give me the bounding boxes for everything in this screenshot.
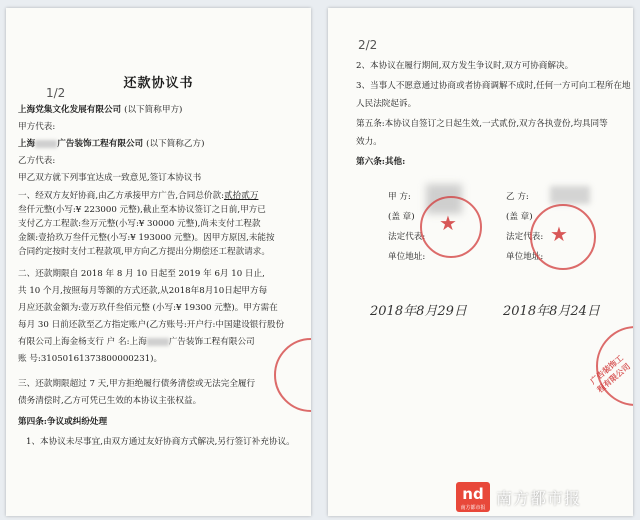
party-b-suffix: 广告装饰工程有限公司 [57,139,144,149]
redacted-blur [35,140,57,148]
company-seal-partial [274,338,311,412]
article4-heading: 第四条:争议或纠纷处理 [18,417,108,427]
article3-line: 债务清偿时,乙方可凭已生效的本协议主张权益。 [18,396,202,406]
redacted-blur [147,338,169,346]
article2-line: 二、还款期限自 2018 年 8 月 10 日起至 2019 年 6月 10 日止, [18,269,265,279]
sig-a-rep: 法定代表: [388,232,426,242]
article3-line: 三、还款期限超过 7 天,甲方拒绝履行债务清偿或无法完全履行 [18,379,256,389]
signing-date-b: 2018年8月24日 [503,304,600,319]
article2-line: 账 号:31050161373800000231)。 [18,354,163,364]
sig-a-seal: (盖 章) [388,212,415,222]
article2-line: 每月 30 日前还款至乙方指定账户(乙方账号:开户行:中国建设银行股份 [18,320,285,330]
party-a-note: (以下简称甲方) [124,105,183,115]
clause-line: 2、本协议在履行期间,双方发生争议时,双方可协商解决。 [356,61,574,71]
article2-line: 共 10 个月,按照每月等额的方式还款,从2018年8月10日起甲方每 [18,286,268,296]
article2-line: 月应还款金额为:壹万玖仟叁佰元整 (小写:¥ 19300 元整)。甲方需在 [18,303,278,313]
sig-b-address: 单位地址: [506,252,544,262]
party-a-rep: 甲方代表: [18,122,56,132]
article4-line: 1、本协议未尽事宜,由双方通过友好协商方式解决,另行签订补充协议。 [26,437,295,447]
article1-line: 支付乙方工程款:叁万元整(小写:¥ 30000 元整),尚未支付工程款 [18,219,261,229]
party-a-name: 上海党集文化发展有限公司 [18,105,122,115]
document-title: 还款协议书 [123,76,194,91]
seal-star-icon: ★ [439,211,457,235]
article1-line: 合同约定按时支付工程款项,甲方向乙方提出分期偿还工程款请求。 [18,247,270,257]
page-number: 1/2 [46,86,66,100]
clause-line: 效力。 [356,137,382,147]
party-b-note: (以下简称乙方) [146,139,205,149]
page-number: 2/2 [358,38,378,52]
party-b-rep: 乙方代表: [18,156,56,166]
clause-line: 3、当事人不愿意通过协商或者协商调解不成时,任何一方可向工程所在地 [356,81,631,91]
watermark-name: 南方都市报 [496,489,582,508]
sig-b-party: 乙 方: [506,192,529,202]
article1-line: 一、经双方友好协商,由乙方承接甲方广告,合同总价款: [18,191,225,201]
agreement-page-1 [6,8,311,516]
seal-text: 广告装饰工程有限公司 [587,352,633,395]
logo-subtext: 南方都市报 [460,505,486,511]
sig-a-address: 单位地址: [388,252,426,262]
sig-b-seal: (盖 章) [506,212,533,222]
newspaper-watermark [456,482,634,512]
article6-heading: 第六条:其他: [356,157,406,167]
seal-star-icon: ★ [550,222,568,246]
signature-b-blurred [550,186,590,204]
clause-line: 第五条:本协议自签订之日起生效,一式贰份,双方各执壹份,均具同等 [356,119,608,129]
party-b-prefix: 上海 [18,139,36,149]
nd-logo-icon: nd [456,482,490,512]
article2-account-name-suffix: 广告装饰工程有限公司 [168,337,255,347]
sig-b-rep: 法定代表: [506,232,544,242]
agreement-page-2 [328,8,633,516]
signing-date-a: 2018年8月29日 [370,304,467,319]
article1-line: 金额:壹拾玖万叁仟元整(小写:¥ 193000 元整)。因甲方原因,未能按 [18,233,275,243]
clause-line: 人民法院起诉。 [356,99,417,109]
intro-line: 甲乙双方就下列事宜达成一致意见,签订本协议书 [18,173,202,183]
article1-total-amount: 贰拾贰万 [224,191,259,201]
sig-a-party: 甲 方: [388,192,411,202]
article1-line: 叁仟元整(小写:¥ 223000 元整),截止至本协议签订之日前,甲方已 [18,205,266,215]
article2-line: 有限公司上海金杨支行 户 名:上海 [18,337,147,347]
